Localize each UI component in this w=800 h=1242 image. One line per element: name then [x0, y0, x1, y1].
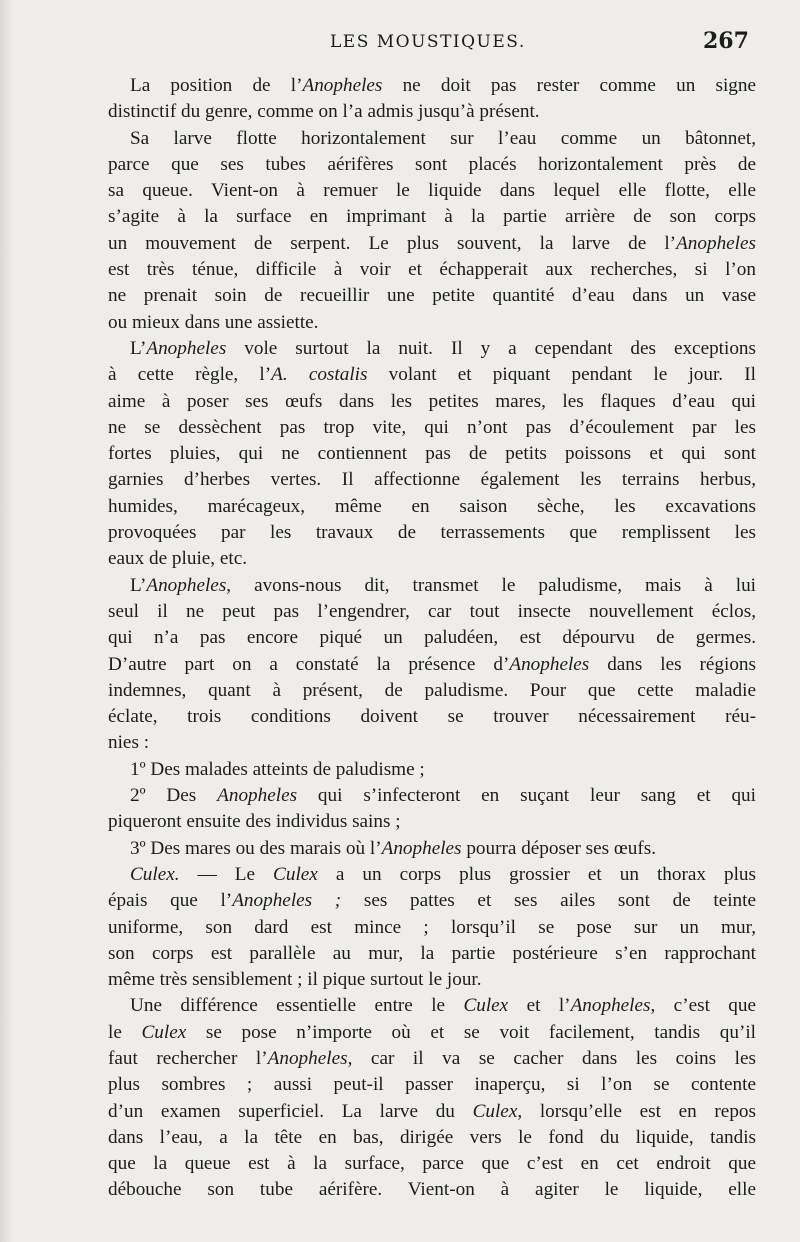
text-line [108, 1177, 756, 1203]
text-segment: vole surtout la nuit. Il y a cependant des exceptions [226, 337, 756, 359]
text-segment: L’ [130, 337, 147, 359]
text-line [108, 494, 756, 520]
text-line [108, 441, 756, 467]
text-segment: éclate, trois conditions doivent se trouver nécessairement réu- [108, 706, 756, 728]
running-head: LES MOUSTIQUES. [330, 32, 526, 52]
italic-term: Anopheles [381, 837, 462, 859]
text-segment: ou mieux dans une assiette. [108, 311, 319, 333]
text-line [108, 599, 756, 625]
text-line [108, 99, 756, 125]
text-segment: plus sombres ; aussi peut-il passer inaperçu, si l’on se contente [108, 1074, 756, 1096]
text-segment: a un corps plus grossier et un thorax plus [317, 863, 756, 885]
text-segment: fortes pluies, qui ne contiennent pas de petits poissons et qui sont [108, 443, 756, 465]
text-segment: à cette règle, l’ [108, 364, 272, 386]
text-segment: sa queue. Vient-on à remuer le liquide dans lequel elle flotte, elle [108, 180, 756, 202]
italic-term: Anopheles [217, 785, 298, 807]
text-line [108, 204, 756, 230]
text-line [108, 993, 756, 1019]
text-segment: volant et piquant pendant le jour. Il [367, 364, 756, 386]
text-line [108, 757, 756, 783]
italic-term: Culex [463, 995, 509, 1017]
text-segment: pourra déposer ses œufs. [461, 837, 657, 859]
italic-term: Culex. [130, 863, 180, 885]
text-line [108, 862, 756, 888]
paragraph [108, 126, 756, 336]
page-header [0, 28, 800, 62]
text-segment: et l’ [508, 995, 571, 1017]
text-segment: débouche son tube aérifère. Vient-on à agiter le liquide, elle [108, 1179, 756, 1201]
text-segment: qui s’infecteront en suçant leur sang et qui [297, 785, 756, 807]
text-segment: provoquées par les travaux de terrassements que remplissent les [108, 522, 756, 544]
text-segment: La position de l’ [130, 75, 303, 96]
italic-term: Anopheles [570, 995, 651, 1017]
text-segment: que la queue est à la surface, parce que c’est en cet endroit que [108, 1153, 756, 1175]
text-line [108, 126, 756, 152]
text-line [108, 546, 756, 572]
text-line [108, 967, 756, 993]
text-line [108, 730, 756, 756]
text-segment: 2º Des [130, 785, 218, 807]
paragraph [108, 836, 756, 862]
text-line [108, 467, 756, 493]
text-line [108, 336, 756, 362]
text-line [108, 310, 756, 336]
text-segment: dans l’eau, a la tête en bas, dirigée vers le fond du liquide, tandis [108, 1126, 756, 1148]
italic-term: Culex [273, 863, 318, 885]
text-segment: , lorsqu’elle est en repos [517, 1100, 756, 1122]
paragraph [108, 993, 756, 1203]
text-line [108, 809, 756, 835]
text-segment: , avons-nous dit, transmet le paludisme, mais à lui [226, 574, 756, 596]
text-segment: est très ténue, difficile à voir et échapperait aux recherches, si l’on [108, 259, 756, 281]
text-segment: ne prenait soin de recueillir une petite quantité d’eau dans un vase [108, 285, 756, 307]
text-line [108, 573, 756, 599]
italic-term: Anopheles [267, 1047, 348, 1069]
text-segment: piqueront ensuite des individus sains ; [108, 811, 401, 833]
text-line [108, 941, 756, 967]
paragraph [108, 73, 756, 126]
text-line [108, 73, 756, 99]
text-segment: ses pattes et ses ailes sont de teinte [341, 890, 756, 912]
text-segment: le [108, 1021, 142, 1043]
text-segment: un mouvement de serpent. Le plus souvent, la larve de l’ [108, 232, 677, 254]
text-line [108, 1020, 756, 1046]
text-segment: seul il ne peut pas l’engendrer, car tout insecte nouvellement éclos, [108, 600, 756, 622]
text-line [108, 652, 756, 678]
text-segment: Sa larve flotte horizontalement sur l’eau comme un bâtonnet, [130, 127, 756, 149]
text-line [108, 283, 756, 309]
text-segment: d’un examen superficiel. La larve du [108, 1100, 473, 1122]
italic-term: A. costalis [271, 364, 368, 386]
italic-term: Anopheles [146, 337, 227, 359]
text-line [108, 389, 756, 415]
text-line [108, 1151, 756, 1177]
paragraph [108, 757, 756, 783]
text-line [108, 783, 756, 809]
text-line [108, 1099, 756, 1125]
italic-term: Anopheles [302, 75, 383, 96]
body-text [108, 73, 756, 1204]
text-line [108, 704, 756, 730]
italic-term: Anopheles [146, 574, 227, 596]
text-segment: distinctif du genre, comme on l’a admis jusqu’à présent. [108, 101, 540, 123]
paragraph [108, 573, 756, 757]
text-line [108, 836, 756, 862]
text-segment: eaux de pluie, etc. [108, 548, 248, 570]
text-line [108, 1125, 756, 1151]
text-segment: L’ [130, 574, 147, 596]
text-segment: s’agite à la surface en imprimant à la partie arrière de son corps [108, 206, 756, 228]
italic-term: Anopheles [676, 232, 756, 254]
page-number: 267 [703, 28, 749, 54]
text-segment: se pose n’importe où et se voit facilement, tandis qu’il [186, 1021, 756, 1043]
text-line [108, 915, 756, 941]
italic-term: Culex [472, 1100, 518, 1122]
text-segment: aime à poser ses œufs dans les petites mares, les flaques d’eau qui [108, 390, 756, 412]
paragraph [108, 336, 756, 573]
text-line [108, 520, 756, 546]
text-segment: humides, marécageux, même en saison sèche, les excavations [108, 495, 756, 517]
text-line [108, 1072, 756, 1098]
text-line [108, 625, 756, 651]
text-segment: 1º Des malades atteints de paludisme ; [130, 758, 425, 780]
paragraph [108, 783, 756, 836]
text-line [108, 257, 756, 283]
text-line [108, 888, 756, 914]
paragraph [108, 862, 756, 993]
text-segment: dans les régions [589, 653, 756, 675]
text-line [108, 415, 756, 441]
text-segment: Une différence essentielle entre le [130, 995, 464, 1017]
text-segment: nies : [108, 732, 150, 754]
text-segment: son corps est parallèle au mur, la partie postérieure s’en rapprochant [108, 942, 756, 964]
text-segment: garnies d’herbes vertes. Il affectionne également les terrains herbus, [108, 469, 756, 491]
text-segment: D’autre part on a constaté la présence d’ [108, 653, 510, 675]
text-line [108, 678, 756, 704]
text-segment: 3º Des mares ou des marais où l’ [130, 837, 382, 859]
text-segment: , car il va se cacher dans les coins les [347, 1047, 756, 1069]
text-segment: indemnes, quant à présent, de paludisme. Pour que cette maladie [108, 679, 756, 701]
text-segment: — Le [179, 863, 274, 885]
text-segment: même très sensiblement ; il pique surtout le jour. [108, 969, 482, 991]
text-segment: ne doit pas rester comme un signe [382, 75, 757, 96]
page-gutter-shadow [0, 0, 14, 1242]
text-line [108, 178, 756, 204]
text-segment: parce que ses tubes aérifères sont placés horizontalement près de [108, 153, 756, 175]
text-line [108, 152, 756, 178]
text-line [108, 1046, 756, 1072]
italic-term: Culex [141, 1021, 187, 1043]
text-segment: , c’est que [650, 995, 756, 1017]
text-line [108, 362, 756, 388]
text-line [108, 231, 756, 257]
text-segment: uniforme, son dard est mince ; lorsqu’il se pose sur un mur, [108, 916, 756, 938]
text-segment: qui n’a pas encore piqué un paludéen, est dépourvu de germes. [108, 627, 756, 649]
text-segment: épais que l’ [108, 890, 233, 912]
italic-term: Anopheles ; [232, 890, 342, 912]
italic-term: Anopheles [509, 653, 590, 675]
text-segment: ne se dessèchent pas trop vite, qui n’ont pas d’écoulement par les [108, 416, 756, 438]
text-segment: faut rechercher l’ [108, 1047, 268, 1069]
